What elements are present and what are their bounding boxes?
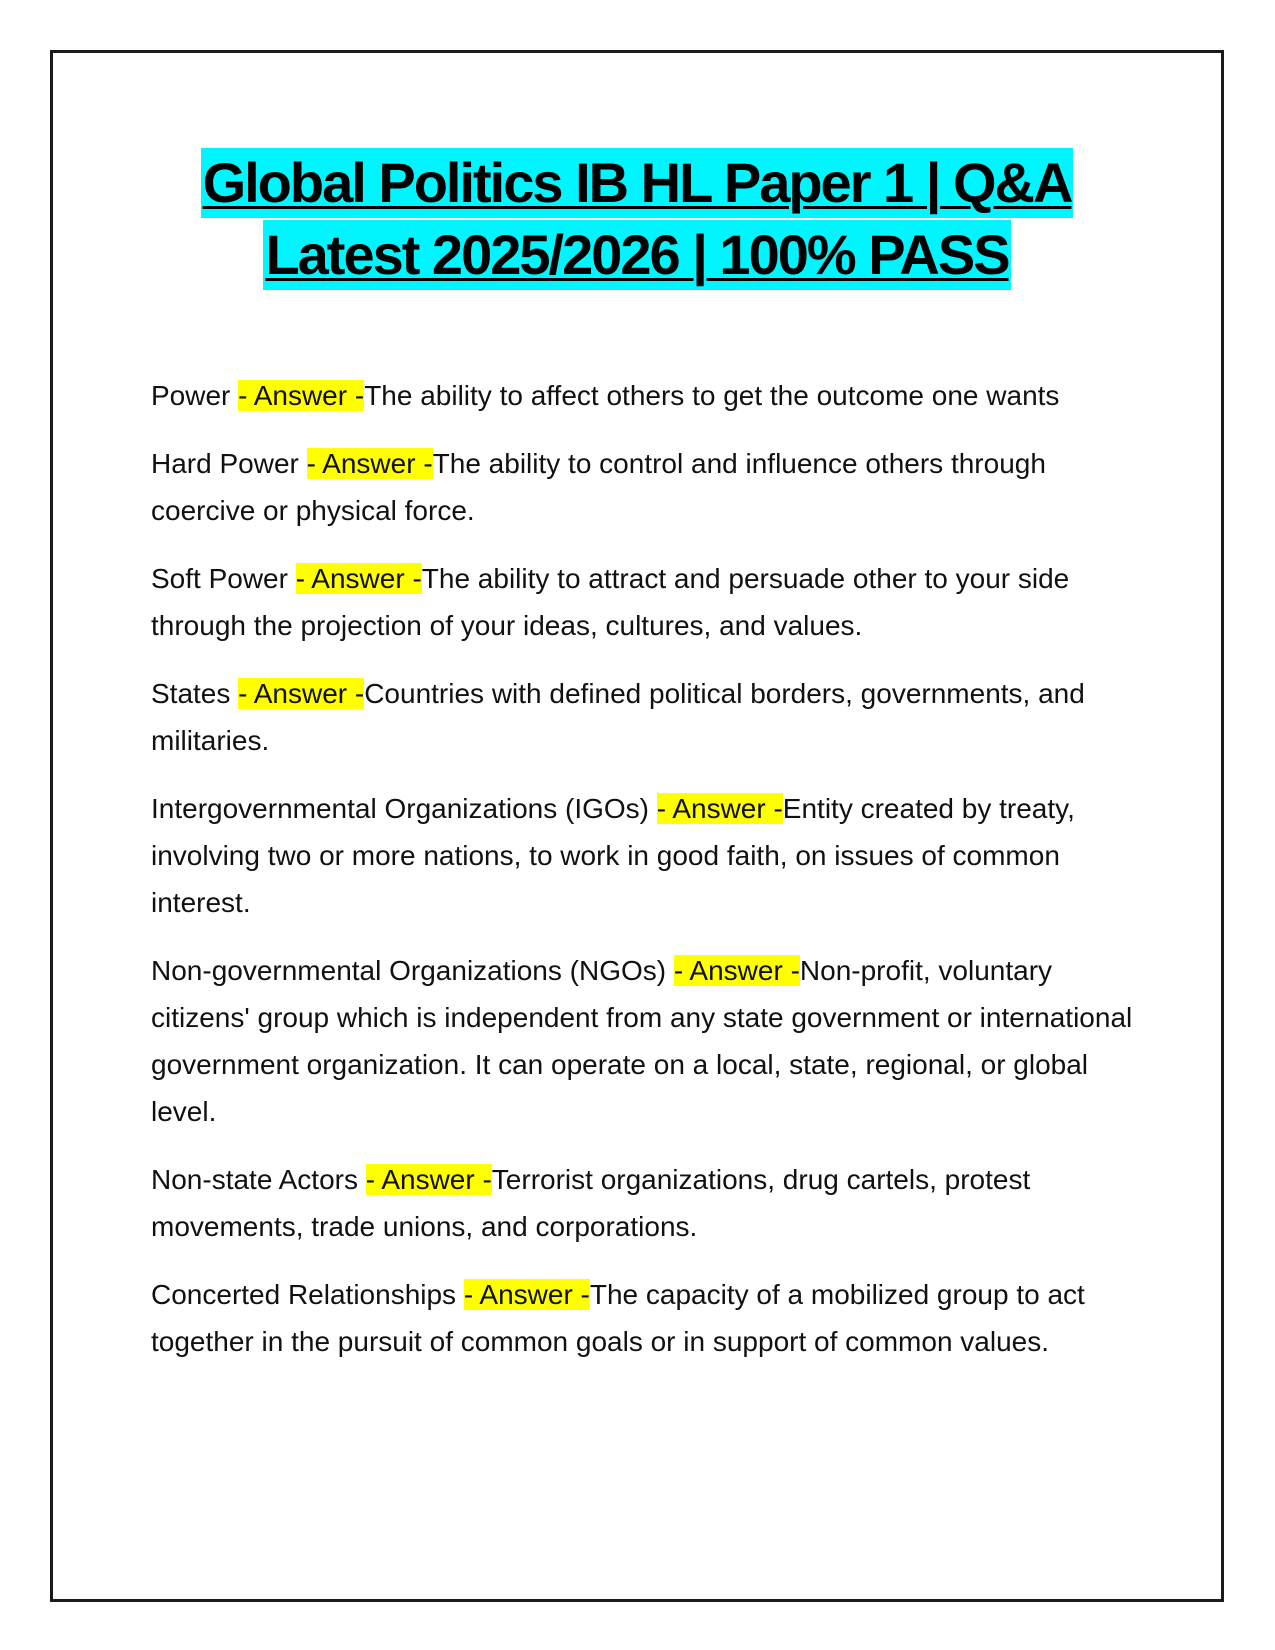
qa-entry-non-state-actors: [151, 1156, 1141, 1250]
qa-entry-soft-power: [151, 555, 1141, 649]
answer-separator: - Answer -: [295, 563, 422, 594]
qa-definition: Countries with defined political borders, governments, and militaries.: [151, 678, 1085, 756]
qa-definition: The ability to control and influence others through coercive or physical force.: [151, 448, 1046, 526]
qa-definition: The capacity of a mobilized group to act together in the pursuit of common goals or in support of common values.: [151, 1279, 1085, 1357]
answer-separator: - Answer -: [365, 1164, 492, 1195]
qa-entry-hard-power: [151, 440, 1141, 534]
qa-term: Concerted Relationships: [151, 1279, 457, 1310]
qa-term: Non-state Actors: [151, 1164, 358, 1195]
qa-term: Intergovernmental Organizations (IGOs): [151, 793, 649, 824]
qa-term: Soft Power: [151, 563, 288, 594]
document-title: [53, 148, 1221, 290]
qa-term: States: [151, 678, 231, 709]
qa-term: Hard Power: [151, 448, 299, 479]
qa-definition: Non-profit, voluntary citizens' group which is independent from any state government or international government organization. It can operate on a local, state, regional, or global level.: [151, 955, 1133, 1127]
answer-separator: - Answer -: [656, 793, 783, 824]
qa-term: Power: [151, 380, 231, 411]
answer-separator: - Answer -: [238, 380, 365, 411]
answer-separator: - Answer -: [673, 955, 800, 986]
answer-separator: - Answer -: [238, 678, 365, 709]
qa-definition: The ability to attract and persuade other to your side through the projection of your ideas, cultures, and values.: [151, 563, 1070, 641]
qa-entry-igos: [151, 785, 1141, 926]
title-line-2: Latest 2025/2026 | 100% PASS: [263, 220, 1010, 290]
qa-list: [151, 372, 1141, 1386]
title-line-1: Global Politics IB HL Paper 1 | Q&A: [201, 148, 1074, 218]
qa-entry-power: [151, 372, 1141, 419]
qa-entry-states: [151, 670, 1141, 764]
answer-separator: - Answer -: [306, 448, 433, 479]
answer-separator: - Answer -: [463, 1279, 590, 1310]
qa-entry-ngos: [151, 947, 1141, 1135]
qa-entry-concerted-relationships: [151, 1271, 1141, 1365]
qa-term: Non-governmental Organizations (NGOs): [151, 955, 667, 986]
qa-definition: Entity created by treaty, involving two or more nations, to work in good faith, on issues of common interest.: [151, 793, 1075, 918]
qa-definition: The ability to affect others to get the outcome one wants: [364, 380, 1060, 411]
qa-definition: Terrorist organizations, drug cartels, protest movements, trade unions, and corporations.: [151, 1164, 1031, 1242]
